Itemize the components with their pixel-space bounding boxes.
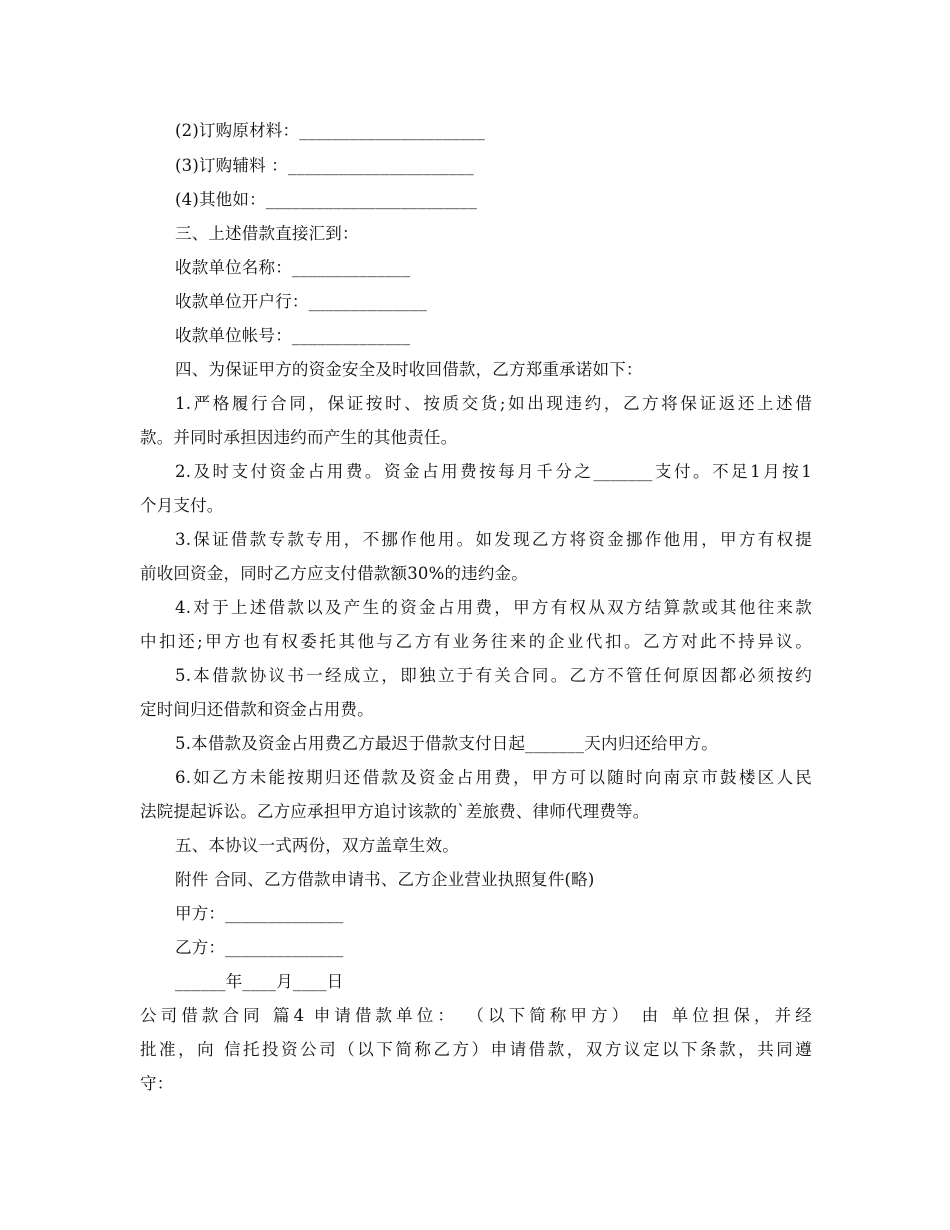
clause-3-line-1: 3.保证借款专款专用，不挪作他用。如发现乙方将资金挪作他用，甲方有权提 (175, 530, 812, 549)
clause-2-line-1: 2.及时支付资金占用费。资金占用费按每月千分之_______支付。不足1月按1 (175, 462, 812, 481)
clause-4-line-1: 4.对于上述借款以及产生的资金占用费，甲方有权从双方结算款或其他往来款 (175, 598, 812, 617)
payee-bank: 收款单位开户行：______________ (175, 292, 427, 311)
contract-4-line-3: 守： (140, 1074, 174, 1093)
clause-2-line-2: 个月支付。 (140, 496, 224, 515)
clause-5-line-1: 5.本借款协议书一经成立，即独立于有关合同。乙方不管任何原因都必须按约 (175, 666, 812, 685)
clause-5-line-2: 定时间归还借款和资金占用费。 (140, 700, 374, 719)
item-auxiliary-materials: (3)订购辅料 ：______________________ (175, 156, 474, 175)
party-a-signature: 甲方：______________ (175, 904, 344, 923)
clause-3-line-2: 前收回资金，同时乙方应支付借款额30%的违约金。 (140, 564, 528, 583)
clause-1-line-1: 1.严格履行合同，保证按时、按质交货;如出现违约，乙方将保证返还上述借 (175, 394, 812, 413)
contract-4-line-1: 公司借款合同 篇4 申请借款单位： （以下简称甲方） 由 单位担保，并经 (140, 1006, 812, 1025)
section-heading-4: 四、为保证甲方的资金安全及时收回借款，乙方郑重承诺如下： (175, 360, 643, 379)
date-line: ______年____月____日 (175, 972, 344, 991)
clause-6-line-1: 6.如乙方未能按期归还借款及资金占用费，甲方可以随时向南京市鼓楼区人民 (175, 768, 812, 787)
party-b-signature: 乙方：______________ (175, 938, 344, 957)
clause-4-line-2: 中扣还;甲方也有权委托其他与乙方有业务往来的企业代扣。乙方对此不持异议。 (140, 632, 812, 651)
section-heading-3: 三、上述借款直接汇到： (175, 224, 359, 243)
clause-6-line-2: 法院提起诉讼。乙方应承担甲方追讨该款的`差旅费、律师代理费等。 (140, 802, 650, 821)
item-other: (4)其他如：_________________________ (175, 190, 478, 209)
payee-account: 收款单位帐号：______________ (175, 326, 411, 345)
clause-1-line-2: 款。并同时承担因违约而产生的其他责任。 (140, 428, 458, 447)
attachment-line: 附件 合同、乙方借款申请书、乙方企业营业执照复件(略) (175, 870, 595, 889)
item-raw-materials: (2)订购原材料：______________________ (175, 121, 486, 140)
payee-name: 收款单位名称：______________ (175, 258, 411, 277)
clause-5b: 5.本借款及资金占用费乙方最迟于借款支付日起_______天内归还给甲方。 (175, 734, 718, 753)
section-heading-5: 五、本协议一式两份，双方盖章生效。 (175, 836, 459, 855)
contract-4-line-2: 批准，向 信托投资公司（以下简称乙方）申请借款，双方议定以下条款，共同遵 (140, 1040, 812, 1059)
